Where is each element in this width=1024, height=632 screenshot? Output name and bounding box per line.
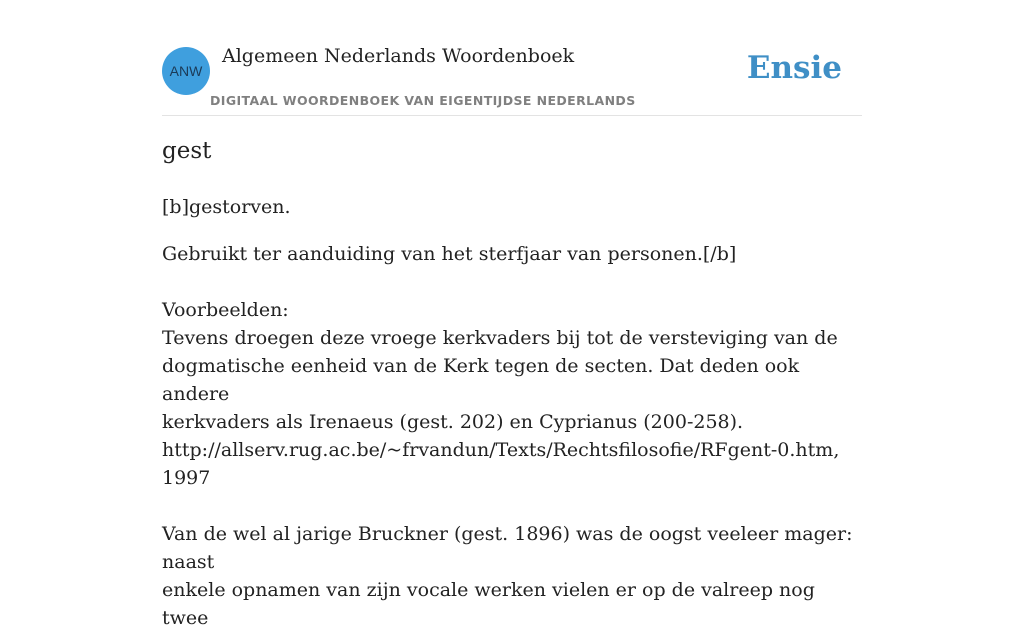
example-line: kerkvaders als Irenaeus (gest. 202) en Cyprianus (200-258). — [162, 411, 744, 433]
example-1 — [162, 324, 862, 492]
example-2 — [162, 520, 862, 632]
anw-logo[interactable]: ANW — [162, 47, 210, 95]
spacer — [162, 492, 862, 520]
entry-content — [162, 193, 862, 632]
example-line: dogmatische eenheid van de Kerk tegen de secten. Dat deden ook andere — [162, 355, 800, 405]
ensie-brand-logo[interactable]: Ensie — [746, 50, 842, 86]
spacer — [162, 268, 862, 296]
entry-abbreviation: [b]gestorven. — [162, 196, 291, 218]
site-subtitle: DIGITAAL WOORDENBOEK VAN EIGENTIJDSE NEDERLANDS — [210, 93, 636, 108]
example-line: enkele opnamen van zijn vocale werken vielen er op de valreep nog twee — [162, 579, 815, 629]
entry-headword: gest — [162, 138, 212, 164]
entry-definition: Gebruikt ter aanduiding van het sterfjaar van personen.[/b] — [162, 243, 737, 265]
example-source: http://allserv.rug.ac.be/~frvandun/Texts/Rechtsfilosofie/RFgent-0.htm, 1997 — [162, 439, 840, 489]
site-header — [162, 0, 862, 116]
examples-label: Voorbeelden: — [162, 299, 289, 321]
example-line: Van de wel al jarige Bruckner (gest. 1896) was de oogst veeleer mager: naast — [162, 523, 853, 573]
example-line: Tevens droegen deze vroege kerkvaders bij tot de versteviging van de — [162, 327, 838, 349]
page-container — [162, 0, 862, 629]
site-title[interactable]: Algemeen Nederlands Woordenboek — [222, 45, 575, 67]
